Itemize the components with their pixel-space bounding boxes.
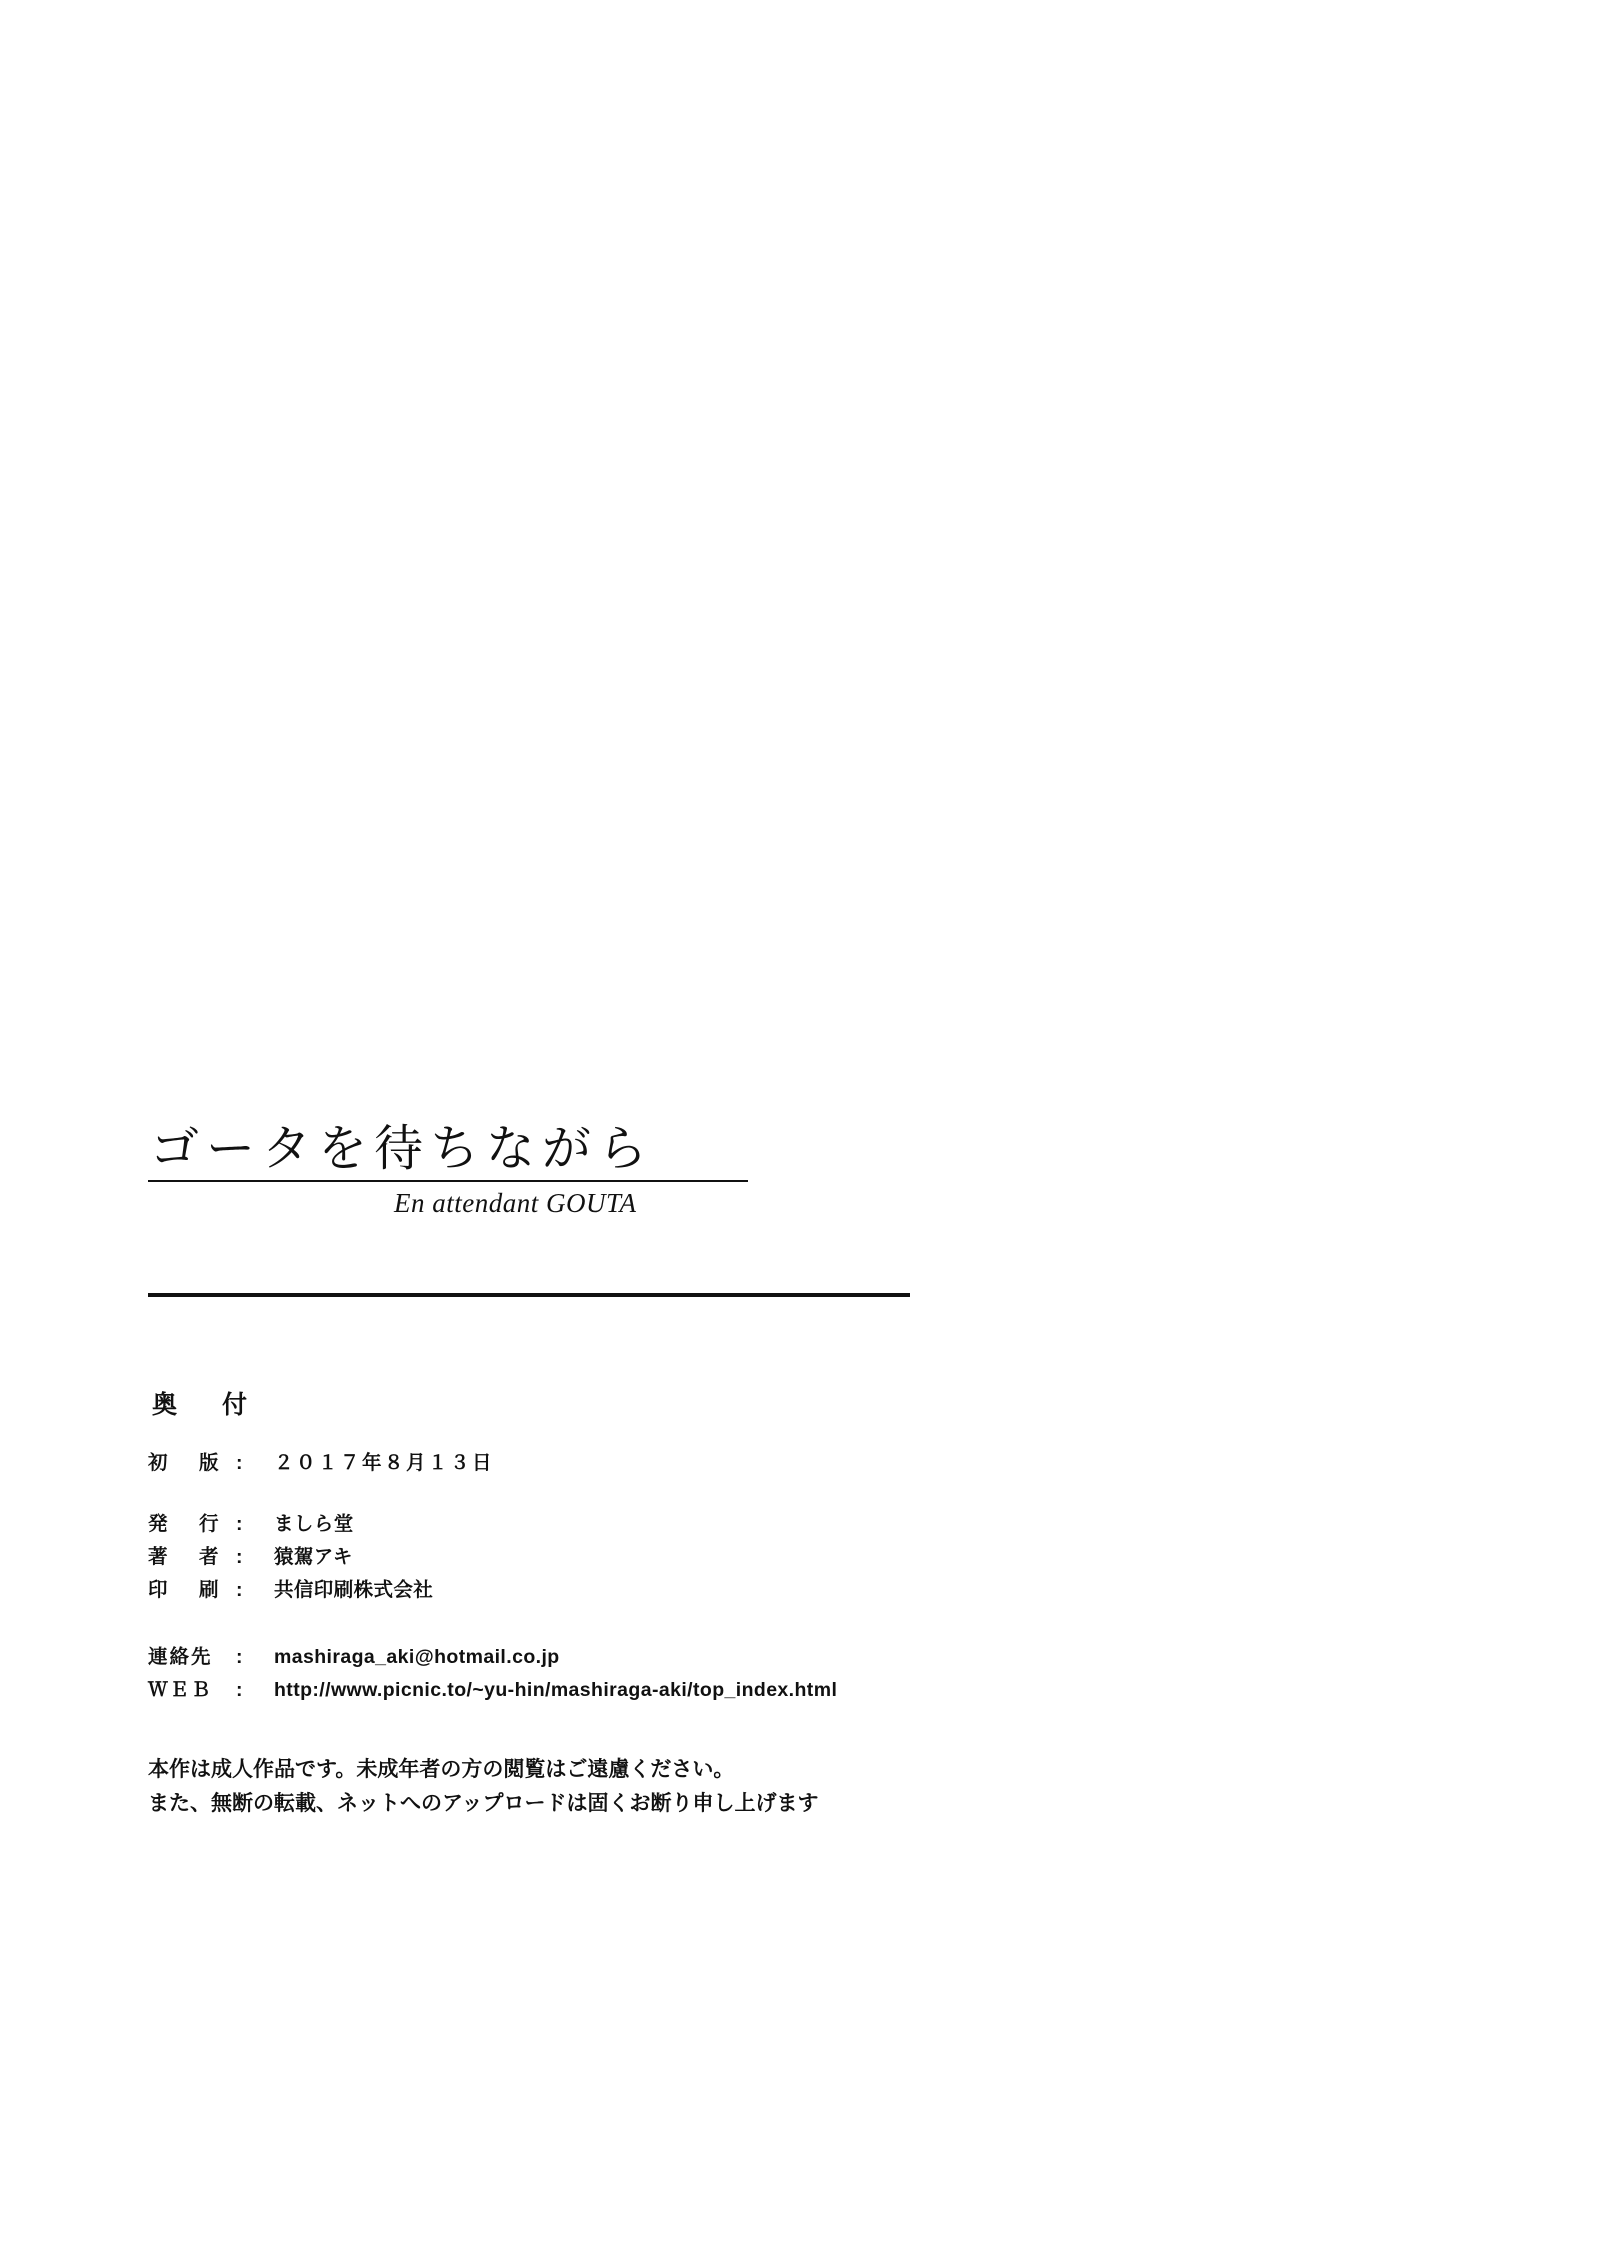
imprint-row-first-edition <box>148 1447 968 1480</box>
imprint-row-printer <box>148 1574 968 1607</box>
contact-email[interactable]: mashiraga_aki@hotmail.co.jp <box>274 1645 560 1668</box>
imprint-label: ＷＥＢ <box>148 1678 213 1701</box>
imprint-colon: : <box>236 1451 243 1474</box>
imprint-label: 発 行 <box>148 1512 225 1535</box>
imprint-row-web <box>148 1674 968 1707</box>
notice-line: 本作は成人作品です。未成年者の方の閲覧はご遠慮ください。 <box>148 1757 735 1781</box>
imprint-colon: : <box>236 1512 243 1535</box>
imprint-label: 著 者 <box>148 1545 225 1568</box>
imprint-colon: : <box>236 1578 243 1601</box>
imprint-row-publisher <box>148 1508 968 1541</box>
imprint-colon: : <box>236 1545 243 1568</box>
imprint-row-author <box>148 1541 968 1574</box>
imprint-value: 猿駕アキ <box>274 1545 353 1568</box>
notice-line: また、無断の転載、ネットへのアップロードは固くお断り申し上げます <box>148 1791 819 1815</box>
adult-content-notice <box>148 1753 968 1821</box>
title-underline <box>148 1180 748 1182</box>
imprint-label: 連絡先 <box>148 1645 213 1668</box>
section-heading-okuzuke: 奥 付 <box>152 1390 258 1419</box>
section-divider <box>148 1293 910 1297</box>
website-url[interactable]: http://www.picnic.to/~yu-hin/mashiraga-aki/top_index.html <box>274 1678 838 1701</box>
imprint-list <box>148 1447 968 1707</box>
imprint-colon: : <box>236 1645 243 1668</box>
imprint-colon: : <box>236 1678 243 1701</box>
imprint-label: 印 刷 <box>148 1578 225 1601</box>
document-title-french: En attendant GOUTA <box>394 1187 637 1218</box>
imprint-value: 共信印刷株式会社 <box>274 1578 434 1601</box>
imprint-row-contact <box>148 1641 968 1674</box>
imprint-label: 初 版 <box>148 1451 225 1474</box>
colophon-block <box>148 1122 968 1821</box>
imprint-value: ましら堂 <box>274 1512 354 1535</box>
document-title-japanese: ゴータを待ちながら <box>150 1121 655 1176</box>
imprint-value: ２０１７年８月１３日 <box>274 1451 495 1474</box>
